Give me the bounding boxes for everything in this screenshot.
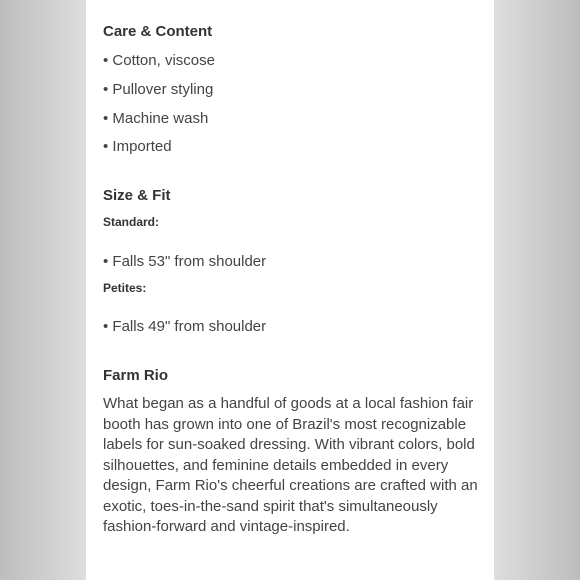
care-item: • Pullover styling (103, 81, 214, 98)
care-item: • Imported (103, 138, 172, 155)
care-item: • Cotton, viscose (103, 52, 215, 69)
standard-fit-item: • Falls 53" from shoulder (103, 253, 267, 270)
background-left (0, 0, 86, 580)
size-fit-heading: Size & Fit (103, 187, 171, 204)
care-item: • Machine wash (103, 110, 209, 127)
background-right (494, 0, 580, 580)
petites-fit-item: • Falls 49" from shoulder (103, 318, 267, 335)
care-content-heading: Care & Content (103, 23, 213, 40)
brand-description: What began as a handful of goods at a local fashion fair booth has grown into one of Brazil's most recognizable labels for sun-soaked dressing. With vibrant colors, bold silhouettes, and feminine details embedded in every design, Farm Rio's cheerful creations are crafted with an exotic, toes-in-the-sand spirit that's simultaneously fashion-forward and vintage-inspired. (103, 395, 478, 535)
brand-heading: Farm Rio (103, 367, 169, 384)
petites-label: Petites: (103, 281, 147, 295)
standard-label: Standard: (103, 215, 160, 229)
